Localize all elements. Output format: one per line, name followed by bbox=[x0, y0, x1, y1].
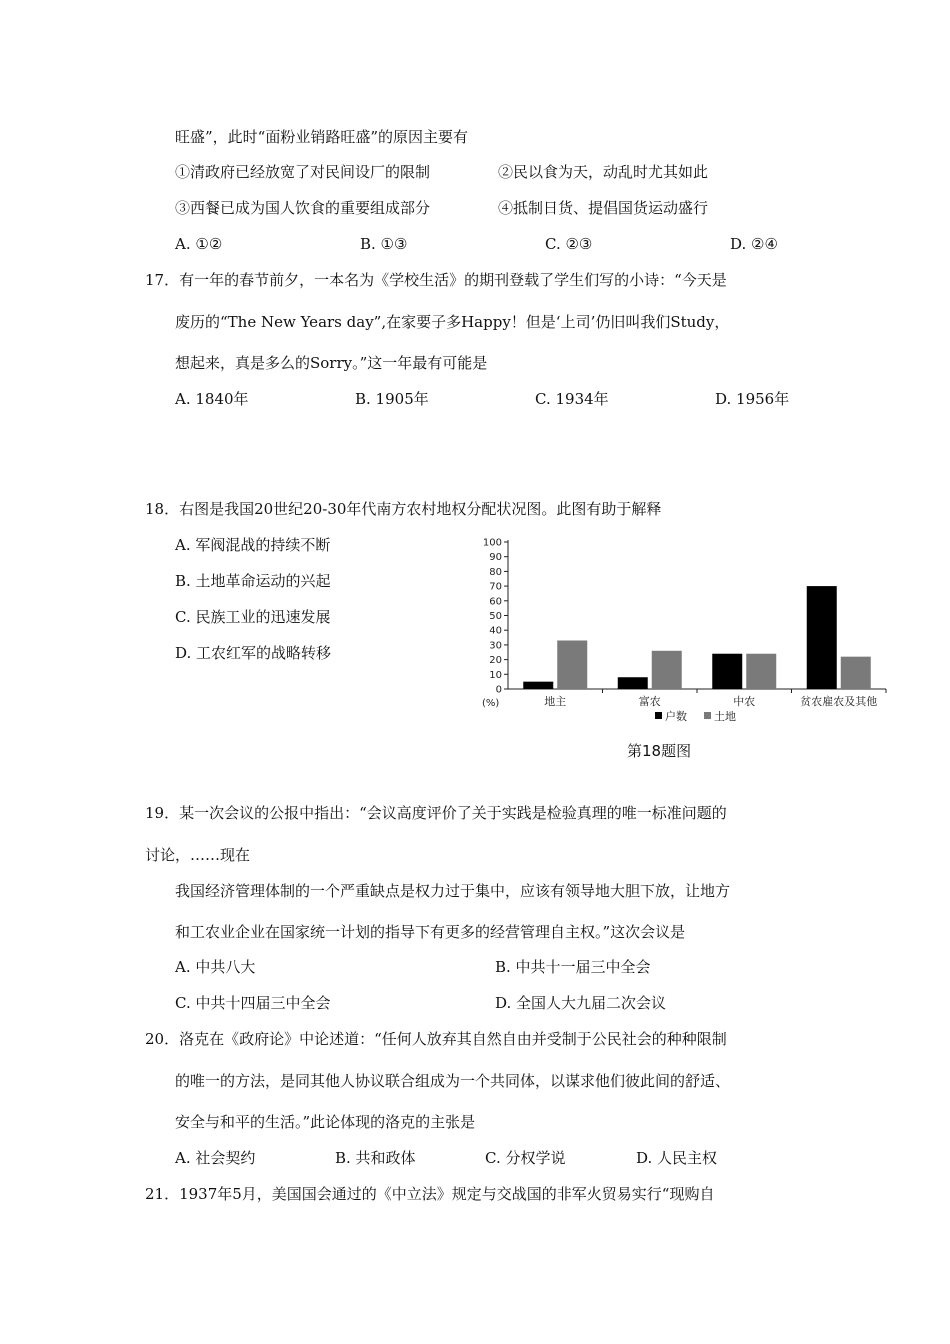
q19-stem-line-1: 19．某一次会议的公报中指出：“会议高度评价了关于实践是检验真理的唯一标准问题的 bbox=[145, 804, 727, 822]
q18-option-c[interactable]: C. 民族工业的迅速发展 bbox=[175, 608, 331, 626]
q19-option-a[interactable]: A. 中共八大 bbox=[175, 958, 256, 976]
chart-bar-land bbox=[557, 640, 587, 689]
chart-bar-land bbox=[652, 651, 682, 689]
q19-stem-line-2: 讨论，……现在 bbox=[145, 846, 251, 864]
chart-bars bbox=[523, 586, 871, 689]
chart-x-tick-label: 地主 bbox=[544, 695, 567, 708]
chart-x-tick-label: 贫农雇农及其他 bbox=[800, 695, 878, 708]
chart-y-tick-label: 0 bbox=[495, 684, 502, 696]
q20-option-c[interactable]: C. 分权学说 bbox=[485, 1149, 566, 1167]
q16-statement-2: ②民以食为天，动乱时尤其如此 bbox=[498, 163, 709, 181]
chart-bar-land bbox=[841, 657, 871, 689]
legend-swatch-land bbox=[704, 712, 711, 719]
q17-option-a[interactable]: A. 1840年 bbox=[175, 390, 249, 408]
q21-stem-line-1: 21．1937年5月，美国国会通过的《中立法》规定与交战国的非军火贸易实行“现购自 bbox=[145, 1185, 715, 1203]
q20-stem-line-2: 的唯一的方法，是同其他人协议联合组成为一个共同体，以谋求他们彼此间的舒适、 bbox=[175, 1072, 731, 1090]
q18-stem: 18．右图是我国20世纪20-30年代南方农村地权分配状况图。此图有助于解释 bbox=[145, 500, 662, 518]
q16-statement-1: ①清政府已经放宽了对民间设厂的限制 bbox=[175, 163, 431, 181]
q20-option-d[interactable]: D. 人民主权 bbox=[636, 1149, 718, 1167]
chart-y-tick-label: 100 bbox=[482, 537, 502, 549]
chart-bar-households bbox=[807, 586, 837, 689]
legend-swatch-households bbox=[655, 712, 662, 719]
chart-y-tick-label: 10 bbox=[489, 669, 502, 681]
q19-option-b[interactable]: B. 中共十一届三中全会 bbox=[495, 958, 651, 976]
q19-option-c[interactable]: C. 中共十四届三中全会 bbox=[175, 994, 331, 1012]
q18-option-b[interactable]: B. 土地革命运动的兴起 bbox=[175, 572, 331, 590]
q19-option-d[interactable]: D. 全国人大九届二次会议 bbox=[495, 994, 667, 1012]
chart-legend bbox=[655, 709, 736, 723]
q16-option-a[interactable]: A. ①② bbox=[175, 235, 223, 253]
q20-stem-line-3: 安全与和平的生活。”此论体现的洛克的主张是 bbox=[175, 1113, 476, 1131]
chart-y-tick-label: 70 bbox=[489, 581, 502, 593]
q19-stem-line-4: 和工农业企业在国家统一计划的指导下有更多的经营管理自主权。”这次会议是 bbox=[175, 923, 686, 941]
chart-bar-land bbox=[746, 654, 776, 689]
q16-statement-4: ④抵制日货、提倡国货运动盛行 bbox=[498, 199, 709, 217]
q17-stem-line-2: 废历的“The New Years day”,在家要子多Happy！但是‘上司’仍旧叫我们Study， bbox=[175, 313, 730, 331]
q17-option-d[interactable]: D. 1956年 bbox=[715, 390, 790, 408]
q17-option-b[interactable]: B. 1905年 bbox=[355, 390, 429, 408]
chart-y-tick-label: 20 bbox=[489, 655, 502, 667]
chart-y-tick-label: 60 bbox=[489, 596, 502, 608]
q17-stem-line-3: 想起来，真是多么的Sorry。”这一年最有可能是 bbox=[175, 354, 488, 372]
chart-bar-households bbox=[523, 682, 553, 689]
q20-stem-line-1: 20．洛克在《政府论》中论述道：“任何人放弃其自然自由并受制于公民社会的种种限制 bbox=[145, 1030, 727, 1048]
chart-bar-households bbox=[712, 654, 742, 689]
q17-option-c[interactable]: C. 1934年 bbox=[535, 390, 609, 408]
q18-option-a[interactable]: A. 军阀混战的持续不断 bbox=[175, 536, 331, 554]
chart-y-tick-label: 90 bbox=[489, 552, 502, 564]
chart-x-tick-label: 富农 bbox=[638, 695, 661, 708]
legend-label-land: 土地 bbox=[714, 710, 736, 723]
chart-y-unit-label: (%) bbox=[482, 698, 500, 709]
q18-option-d[interactable]: D. 工农红军的战略转移 bbox=[175, 644, 332, 662]
chart-y-tick-label: 80 bbox=[489, 566, 502, 578]
chart-x-tick-label: 中农 bbox=[733, 695, 756, 708]
q16-option-c[interactable]: C. ②③ bbox=[545, 235, 593, 253]
chart-y-tick-label: 50 bbox=[489, 611, 502, 622]
q20-option-b[interactable]: B. 共和政体 bbox=[335, 1149, 416, 1167]
chart-y-tick-label: 40 bbox=[489, 625, 502, 637]
chart-bar-households bbox=[618, 677, 648, 689]
q20-option-a[interactable]: A. 社会契约 bbox=[175, 1149, 256, 1167]
chart-y-tick-label: 30 bbox=[489, 640, 502, 652]
q16-option-d[interactable]: D. ②④ bbox=[730, 235, 778, 253]
chart-x-labels bbox=[544, 689, 886, 708]
land-distribution-chart bbox=[468, 532, 888, 728]
legend-label-households: 户数 bbox=[665, 710, 687, 723]
chart-y-ticks bbox=[483, 538, 508, 696]
q19-stem-line-3: 我国经济管理体制的一个严重缺点是权力过于集中，应该有领导地大胆下放，让地方 bbox=[175, 882, 731, 900]
q16-continuation: 旺盛”，此时“面粉业销路旺盛”的原因主要有 bbox=[175, 128, 469, 146]
q16-statement-3: ③西餐已成为国人饮食的重要组成部分 bbox=[175, 199, 431, 217]
q17-stem-line-1: 17．有一年的春节前夕，一本名为《学校生活》的期刊登载了学生们写的小诗：“今天是 bbox=[145, 271, 727, 289]
q18-figure-caption: 第18题图 bbox=[627, 742, 692, 760]
q16-option-b[interactable]: B. ①③ bbox=[360, 235, 408, 253]
